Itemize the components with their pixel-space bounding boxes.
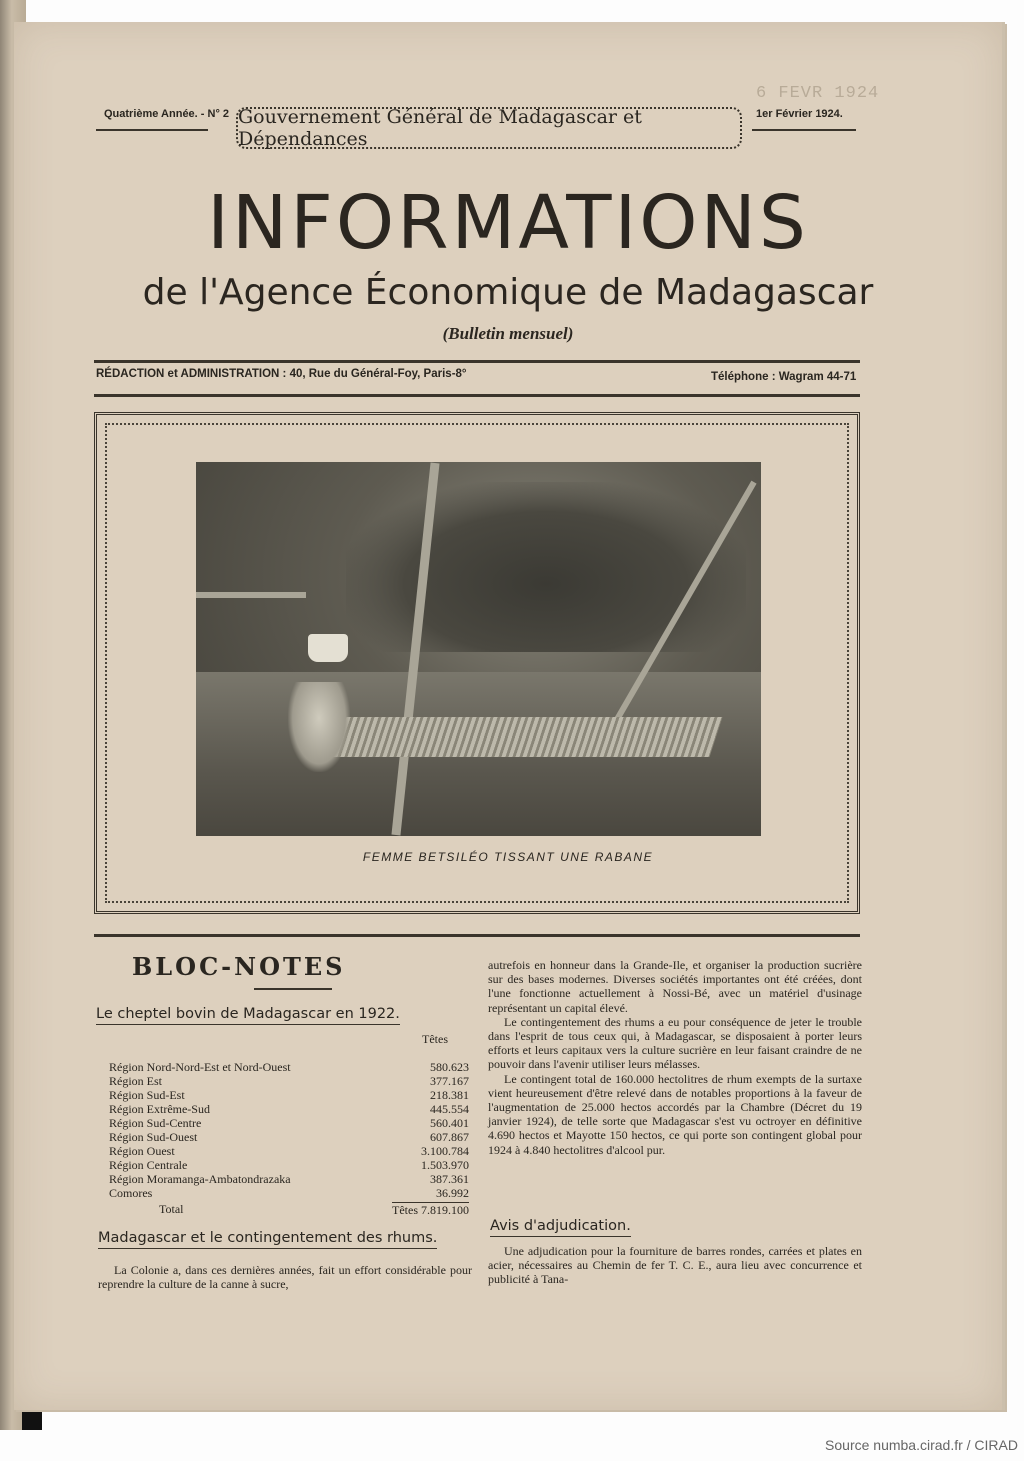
table-row: Région Moramanga-Ambatondrazaka 387.361 <box>109 1172 469 1186</box>
avis-paragraph: Une adjudication pour la fourniture de barres rondes, carrées et plates en acier, nécessaires au Chemin de fer T. C. E., aura lieu avec concurrence et publicité à Tana- <box>488 1244 862 1287</box>
rhums-paragraph-start: La Colonie a, dans ces dernières années, fait un effort considérable pour reprendre la culture de la canne à sucre, <box>98 1263 472 1292</box>
header-rule-right <box>752 129 856 131</box>
table-row: Région Centrale 1.503.970 <box>109 1158 469 1172</box>
table-row: Région Sud-Ouest 607.867 <box>109 1130 469 1144</box>
cheptel-heading: Le cheptel bovin de Madagascar en 1922. <box>96 1006 400 1025</box>
rhums-paragraph-2: Le contingentement des rhums a eu pour conséquence de jeter le trouble dans l'esprit de tous ceux qui, à Madagascar, se disposaient à porter leurs efforts et leurs capitaux vers la culture sucrière en leur faisant craindre de ne pouvoir dans l'avenir utiliser leurs mélasses. <box>488 1014 862 1072</box>
table-row: Région Nord-Nord-Est et Nord-Ouest 580.623 <box>109 1060 469 1074</box>
photo-trees <box>346 482 746 652</box>
table-row: Région Sud-Est 218.381 <box>109 1088 469 1102</box>
government-banner: Gouvernement Général de Madagascar et Dépendances <box>236 107 742 149</box>
telephone-line: Téléphone : Wagram 44-71 <box>711 371 857 383</box>
bloc-notes-heading: BLOC-NOTES <box>132 952 346 981</box>
table-row: Région Sud-Centre 560.401 <box>109 1116 469 1130</box>
bulletin-label: (Bulletin mensuel) <box>442 324 574 343</box>
photo-figure <box>288 682 350 772</box>
bloc-notes-underline <box>254 988 332 990</box>
table-total-row: Total Têtes 7.819.100 <box>159 1202 469 1217</box>
photo-caption: FEMME BETSILÉO TISSANT UNE RABANE <box>362 850 654 864</box>
top-rule <box>94 360 860 363</box>
table-row: Comores 36.992 <box>109 1186 469 1200</box>
table-unit-header: Têtes <box>422 1032 448 1046</box>
newspaper-page <box>14 22 1005 1410</box>
rhums-paragraph-continued: autrefois en honneur dans la Grande-Ile, et organiser la production sucrière sur des bases modernes. Diverses sociétés importantes ont été créées, dont l'une fonctionne actuellement à Nossi-Bé, avec un matériel d'usinage représentant un capital élevé. <box>488 958 862 1015</box>
photo-beam <box>196 592 306 598</box>
issue-date: 1er Février 1924. <box>756 108 843 120</box>
table-row: Région Ouest 3.100.784 <box>109 1144 469 1158</box>
table-row: Région Est 377.167 <box>109 1074 469 1088</box>
page-title: INFORMATIONS <box>207 180 809 266</box>
right-column <box>488 958 862 1157</box>
rhums-paragraph-3: Le contingent total de 160.000 hectolitres de rhum exempts de la surtaxe vient heureusement d'être relevé dans de notables proportions à la faveur de l'augmentation de 25.000 hectos accordés par la Chambre (Décret du 19 janvier 1924), de telle sorte que Madagascar s'est vu octroyer en définitive 4.690 hectos et Mayotte 150 hectos, ce qui porte son contingent global pour 1924 à 4.840 hectolitres d'alcool pur. <box>488 1071 862 1157</box>
page-subtitle: de l'Agence Économique de Madagascar <box>142 272 874 313</box>
photo-loom <box>320 717 723 757</box>
cheptel-table <box>109 1060 469 1216</box>
date-stamp: 6 FEVR 1924 <box>756 84 880 103</box>
address-line: RÉDACTION et ADMINISTRATION : 40, Rue du Général-Foy, Paris-8° <box>96 368 467 380</box>
photo-hat <box>308 634 348 662</box>
table-row: Région Extrême-Sud 445.554 <box>109 1102 469 1116</box>
section-rule <box>94 934 860 937</box>
photo-weaving-woman <box>196 462 761 836</box>
bottom-rule <box>94 394 860 397</box>
header-rule-left <box>96 129 208 131</box>
avis-heading: Avis d'adjudication. <box>490 1218 631 1237</box>
rhums-heading: Madagascar et le contingentement des rhums. <box>98 1230 437 1249</box>
issue-number: Quatrième Année. - N° 2 <box>104 108 230 120</box>
source-credit: Source numba.cirad.fr / CIRAD <box>825 1437 1018 1453</box>
